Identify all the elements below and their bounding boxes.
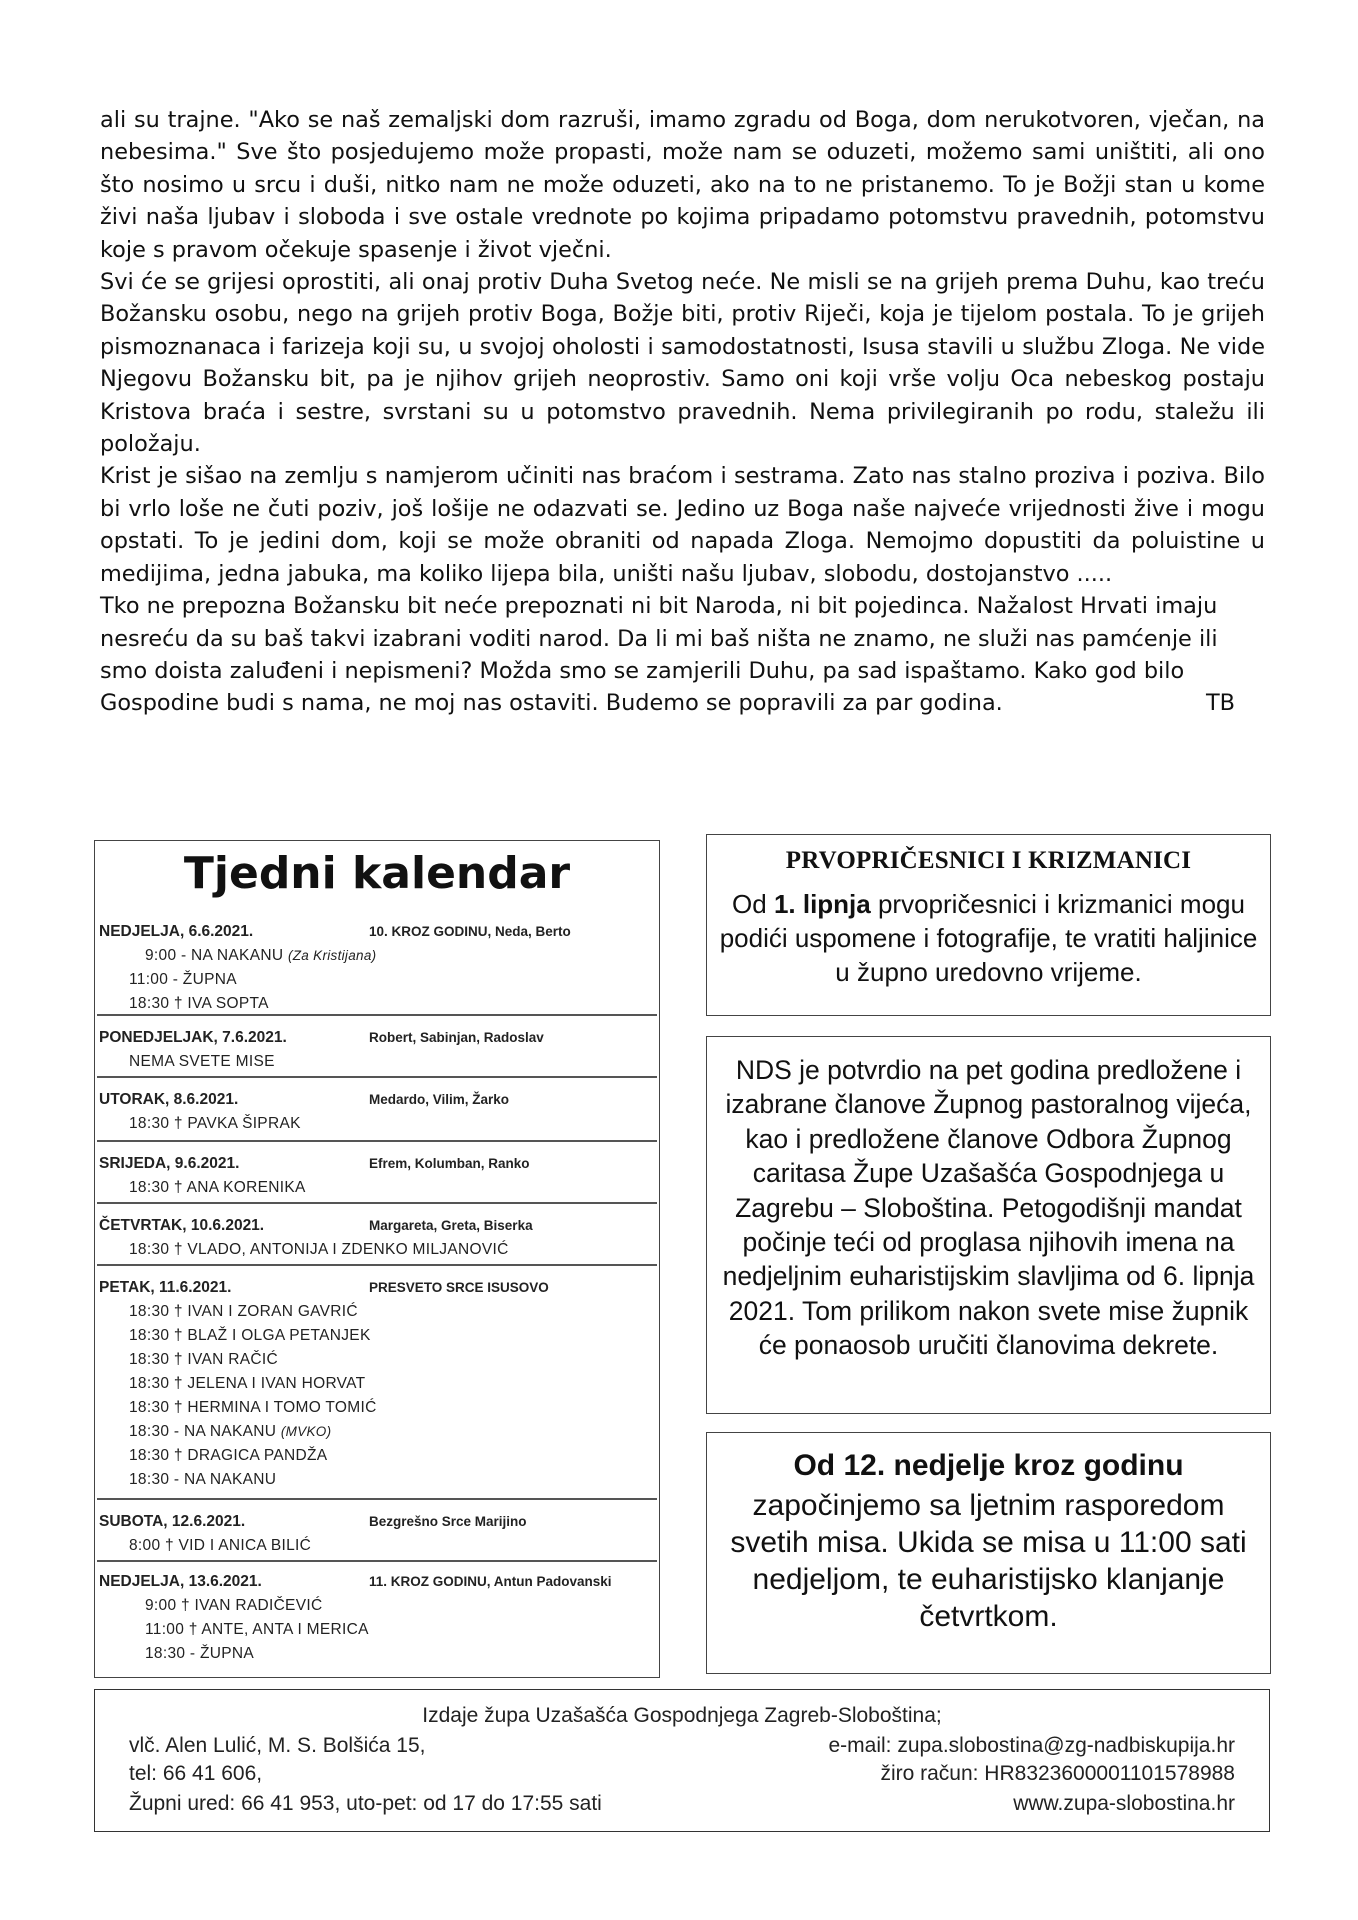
day-date: UTORAK, 8.6.2021.	[99, 1091, 239, 1108]
mass-entry	[97, 1618, 657, 1642]
mass-entry	[97, 1534, 657, 1558]
day-divider	[97, 1076, 657, 1078]
day-date: ČETVRTAK, 10.6.2021.	[99, 1217, 265, 1234]
mass-entry	[97, 1238, 657, 1262]
calendar-day	[97, 920, 657, 1016]
mass-entry	[97, 1300, 657, 1324]
notice-heading: Od 12. nedjelje kroz godinu	[793, 1449, 1184, 1482]
article-paragraph: ali su trajne. "Ako se naš zemaljski dom razruši, imamo zgradu od Boga, dom nerukotvoren, vječan, na nebesima." Sve što posjedujemo može propasti, može nam se oduzeti, možemo sami uništiti, ali ono što nosimo u srcu i duši, nitko nam ne može oduzeti, ako na to ne pristanemo. To je Božji stan u kome živi naša ljubav i sloboda i sve ostale vrednote po kojima pripadamo potomstvu pravednih, potomstvu koje s pravom očekuje spasenje i život vječni.	[100, 107, 1265, 263]
article-paragraph: Svi će se grijesi oprostiti, ali onaj protiv Duha Svetog neće. Ne misli se na grijeh prema Duhu, kao treću Božansku osobu, nego na grijeh protiv Boga, Božje biti, protiv Riječi, koja je tijelom postala. To je grijeh pismoznanaca i farizeja koji su, u svojoj oholosti i samodostatnosti, Isusa stavili u službu Zloga. Ne vide Njegovu Božansku bit, pa je njihov grijeh neoprostiv. Samo oni koji vrše volju Oca nebeskog postaju Kristova braća i sestre, svrstani su u potomstvo pravednih. Nema privilegiranih po rodu, staležu ili položaju.	[100, 269, 1265, 458]
day-date: NEDJELJA, 6.6.2021.	[99, 923, 254, 940]
mass-entry	[97, 1444, 657, 1468]
day-saints: Margareta, Greta, Biserka	[369, 1218, 533, 1233]
mass-text: NEMA SVETE MISE	[129, 1053, 275, 1070]
mass-text: 18:30 † IVAN I ZORAN GAVRIĆ	[129, 1303, 358, 1320]
mass-text: 18:30 † VLADO, ANTONIJA I ZDENKO MILJANOVIĆ	[129, 1241, 509, 1258]
day-divider	[97, 1264, 657, 1266]
day-header	[97, 1214, 657, 1238]
day-header	[97, 1152, 657, 1176]
bank-account: žiro račun: HR8323600001101578988	[880, 1762, 1235, 1785]
mass-text: 18:30 † IVA SOPTA	[129, 995, 269, 1012]
day-date: SUBOTA, 12.6.2021.	[99, 1513, 246, 1530]
signature: TB	[1205, 690, 1235, 717]
notice-heading: PRVOPRIČESNICI I KRIZMANICI	[785, 847, 1192, 874]
day-date: SRIJEDA, 9.6.2021.	[99, 1155, 240, 1172]
mass-entry	[97, 1420, 657, 1444]
calendar-day	[97, 1088, 657, 1136]
day-saints: Efrem, Kolumban, Ranko	[369, 1156, 530, 1171]
day-date: PONEDJELJAK, 7.6.2021.	[99, 1029, 287, 1046]
calendar-day	[97, 1152, 657, 1200]
mass-note: (MVKO)	[280, 1424, 332, 1439]
mass-entry	[97, 1348, 657, 1372]
day-header	[97, 920, 657, 944]
article-last-text: Tko ne prepozna Božansku bit neće prepoznati ni bit Naroda, ni bit pojedinca. Nažalost Hrvati imaju nesreću da su baš takvi izabrani voditi narod. Da li mi baš ništa ne znamo, ne služi nas pamćenje ili smo doista zaluđeni i nepismeni? Možda smo se zamjerili Duhu, pa sad ispaštamo. Kako god bilo Gospodine budi s nama, ne moj nas ostaviti. Budemo se popravili za par godina.	[100, 593, 1218, 717]
notice-body	[707, 887, 1270, 989]
day-date: PETAK, 11.6.2021.	[99, 1279, 232, 1296]
day-header	[97, 1026, 657, 1050]
mass-text: 18:30 † HERMINA I TOMO TOMIĆ	[129, 1399, 377, 1416]
notice-date: 1. lipnja	[773, 889, 871, 919]
mass-text: 11:00 † ANTE, ANTA I MERICA	[145, 1621, 369, 1638]
website-link[interactable]: www.zupa-slobostina.hr	[1013, 1792, 1235, 1815]
council-notice	[706, 1036, 1271, 1414]
day-saints: 10. KROZ GODINU, Neda, Berto	[369, 924, 571, 939]
mass-text: 18:30 - NA NAKANU	[129, 1471, 277, 1488]
mass-entry	[97, 1324, 657, 1348]
notice-prefix: Od	[732, 889, 774, 919]
day-saints: 11. KROZ GODINU, Antun Padovanski	[369, 1574, 612, 1589]
mass-entry	[97, 1396, 657, 1420]
day-saints: Robert, Sabinjan, Radoslav	[369, 1030, 544, 1045]
mass-text: 8:00 † VID I ANICA BILIĆ	[129, 1537, 312, 1554]
address: vlč. Alen Lulić, M. S. Bolšića 15,	[129, 1734, 426, 1757]
mass-text: 18:30 † BLAŽ I OLGA PETANJEK	[129, 1327, 371, 1344]
email[interactable]: e-mail: zupa.slobostina@zg-nadbiskupija.hr	[828, 1734, 1235, 1757]
day-header	[97, 1276, 657, 1300]
notice-body: NDS je potvrdio na pet godina predložene i izabrane članove Župnog pastoralnog vijeća, kao i predložene članove Odbora Župnog caritasa Župe Uzašašća Gospodnjega u Zagrebu – Sloboština. Petogodišnji mandat počinje teći od proglasa njihovih imena na nedjeljnim euharistijskim slavljima od 6. lipnja 2021. Tom prilikom nakon svete mise župnik će ponaosob uručiti članovima dekrete.	[722, 1055, 1255, 1361]
article-paragraph	[100, 590, 1265, 720]
calendar-title: Tjedni kalendar	[183, 848, 571, 899]
day-saints: Medardo, Vilim, Žarko	[369, 1092, 510, 1107]
article-paragraph: Krist je sišao na zemlju s namjerom učiniti nas braćom i sestrama. Zato nas stalno proziva i poziva. Bilo bi vrlo loše ne čuti poziv, još lošije ne odazvati se. Jedino uz Boga naše najveće vrijednosti žive i mogu opstati. To je jedini dom, koji se može obraniti od napada Zloga. Nemojmo dopustiti da poluistine u medijima, jedna jabuka, ma koliko lijepa bila, uništi našu ljubav, slobodu, dostojanstvo .....	[100, 463, 1265, 587]
notice-body: započinjemo sa ljetnim rasporedom svetih misa. Ukida se misa u 11:00 sati nedjeljom, te euharistijsko klanjanje četvrtkom.	[730, 1489, 1247, 1633]
day-saints: PRESVETO SRCE ISUSOVO	[369, 1280, 549, 1295]
mass-entry	[97, 968, 657, 992]
day-divider	[97, 1560, 657, 1562]
mass-text: 18:30 † JELENA I IVAN HORVAT	[129, 1375, 366, 1392]
mass-entry	[97, 1468, 657, 1492]
mass-note: (Za Kristijana)	[287, 948, 377, 963]
mass-text: 18:30 † DRAGICA PANDŽA	[129, 1447, 328, 1464]
first-communion-notice	[706, 834, 1271, 1016]
phone: tel: 66 41 606,	[129, 1762, 263, 1785]
calendar-day	[97, 1510, 657, 1558]
day-date: NEDJELJA, 13.6.2021.	[99, 1573, 262, 1590]
mass-text: 9:00 - NA NAKANU	[145, 947, 288, 964]
mass-text: 18:30 - ŽUPNA	[145, 1645, 254, 1662]
day-saints: Bezgrešno Srce Marijino	[369, 1514, 527, 1529]
calendar-day	[97, 1214, 657, 1262]
day-divider	[97, 1202, 657, 1204]
day-divider	[97, 1014, 657, 1016]
footer	[94, 1689, 1270, 1832]
day-divider	[97, 1140, 657, 1142]
article	[100, 104, 1265, 720]
calendar-day	[97, 1570, 657, 1666]
calendar-day	[97, 1276, 657, 1492]
mass-text: 18:30 † PAVKA ŠIPRAK	[129, 1115, 301, 1132]
calendar-day	[97, 1026, 657, 1074]
summer-schedule-notice	[706, 1432, 1271, 1674]
day-header	[97, 1510, 657, 1534]
mass-text: 9:00 † IVAN RADIČEVIĆ	[145, 1597, 323, 1614]
mass-entry	[97, 992, 657, 1016]
day-header	[97, 1570, 657, 1594]
publisher: Izdaje župa Uzašašća Gospodnjega Zagreb-Sloboština;	[422, 1704, 942, 1727]
day-divider	[97, 1498, 657, 1500]
mass-entry	[97, 1176, 657, 1200]
office-hours: Župni ured: 66 41 953, uto-pet: od 17 do 17:55 sati	[129, 1792, 602, 1815]
mass-text: 18:30 † IVAN RAČIĆ	[129, 1351, 278, 1368]
mass-text: 18:30 - NA NAKANU	[129, 1423, 281, 1440]
mass-entry	[97, 944, 657, 968]
mass-entry	[97, 1112, 657, 1136]
mass-entry	[97, 1594, 657, 1618]
mass-text: 18:30 † ANA KORENIKA	[129, 1179, 306, 1196]
notice-text: prvopričesnici i krizmanici mogu podići uspomene i fotografije, te vratiti haljinice u župno uredovno vrijeme.	[719, 889, 1258, 987]
mass-text: 11:00 - ŽUPNA	[129, 971, 237, 988]
mass-entry	[97, 1642, 657, 1666]
mass-entry	[97, 1372, 657, 1396]
mass-entry	[97, 1050, 657, 1074]
day-header	[97, 1088, 657, 1112]
